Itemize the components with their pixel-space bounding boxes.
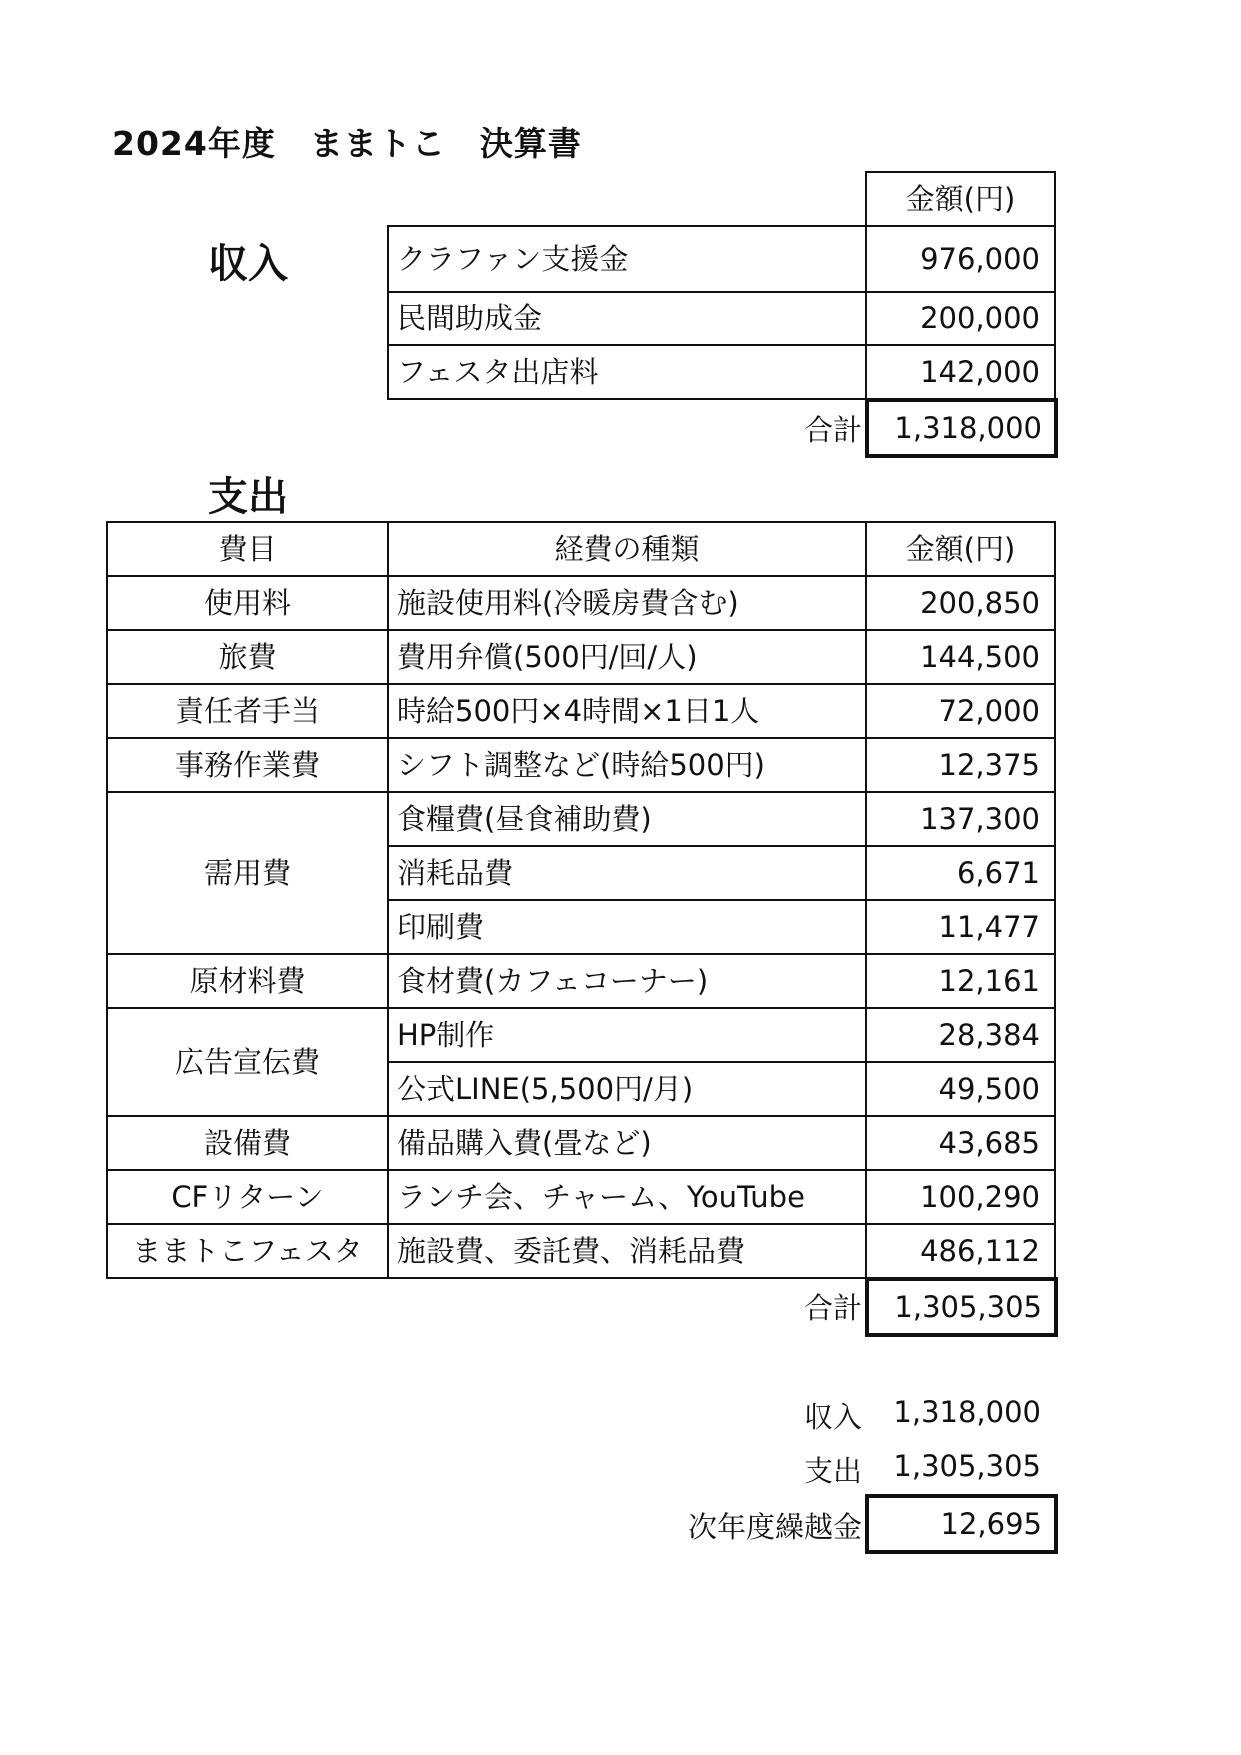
expense-type: シフト調整など(時給500円) xyxy=(387,737,867,793)
expense-type: 消耗品費 xyxy=(387,845,867,901)
expense-amount: 12,161 xyxy=(865,953,1056,1009)
summary-expense: 1,305,305 xyxy=(893,1449,1041,1483)
expense-type: 施設使用料(冷暖房費含む) xyxy=(387,575,867,631)
expense-header-amount: 金額(円) xyxy=(865,521,1056,577)
expense-category: 需用費 xyxy=(106,791,389,955)
summary-expense-label: 支出 xyxy=(803,1454,862,1488)
expense-type: 施設費、委託費、消耗品費 xyxy=(387,1223,867,1279)
expense-type: 備品購入費(畳など) xyxy=(387,1115,867,1171)
expense-type: 食糧費(昼食補助費) xyxy=(387,791,867,847)
expense-type: 食材費(カフェコーナー) xyxy=(387,953,867,1009)
income-amount-header: 金額(円) xyxy=(865,171,1056,227)
expense-category: ままトこフェスタ xyxy=(106,1223,389,1279)
expense-amount: 486,112 xyxy=(865,1223,1056,1279)
expense-amount: 28,384 xyxy=(865,1007,1056,1063)
expense-total: 1,305,305 xyxy=(865,1277,1058,1337)
expense-amount: 200,850 xyxy=(865,575,1056,631)
income-item: 民間助成金 xyxy=(387,291,867,346)
carryover-amount: 12,695 xyxy=(865,1494,1058,1554)
income-heading: 収入 xyxy=(208,241,288,287)
income-item: クラファン支援金 xyxy=(387,225,867,293)
expense-category: CFリターン xyxy=(106,1169,389,1225)
expense-amount: 12,375 xyxy=(865,737,1056,793)
document-title: 2024年度 ままトこ 決算書 xyxy=(112,124,582,163)
expense-category: 広告宣伝費 xyxy=(106,1007,389,1117)
expense-amount: 137,300 xyxy=(865,791,1056,847)
expense-amount: 100,290 xyxy=(865,1169,1056,1225)
expense-header-category: 費目 xyxy=(106,521,389,577)
expense-category: 事務作業費 xyxy=(106,737,389,793)
expense-amount: 49,500 xyxy=(865,1061,1056,1117)
expense-total-label: 合計 xyxy=(803,1291,862,1325)
expense-type: 印刷費 xyxy=(387,899,867,955)
expense-type: 公式LINE(5,500円/月) xyxy=(387,1061,867,1117)
summary-income: 1,318,000 xyxy=(893,1395,1041,1429)
expense-category: 旅費 xyxy=(106,629,389,685)
expense-type: HP制作 xyxy=(387,1007,867,1063)
expense-heading: 支出 xyxy=(208,474,288,520)
expense-category: 設備費 xyxy=(106,1115,389,1171)
expense-type: 費用弁償(500円/回/人) xyxy=(387,629,867,685)
income-amount: 200,000 xyxy=(865,291,1056,346)
expense-category: 責任者手当 xyxy=(106,683,389,739)
income-amount: 142,000 xyxy=(865,344,1056,400)
income-total: 1,318,000 xyxy=(865,398,1058,458)
income-total-label: 合計 xyxy=(803,413,862,447)
summary-income-label: 収入 xyxy=(803,1400,862,1434)
expense-amount: 6,671 xyxy=(865,845,1056,901)
expense-amount: 43,685 xyxy=(865,1115,1056,1171)
carryover-label: 次年度繰越金 xyxy=(687,1510,862,1544)
expense-type: ランチ会、チャーム、YouTube xyxy=(387,1169,867,1225)
income-item: フェスタ出店料 xyxy=(387,344,867,400)
expense-amount: 72,000 xyxy=(865,683,1056,739)
expense-amount: 11,477 xyxy=(865,899,1056,955)
expense-category: 原材料費 xyxy=(106,953,389,1009)
expense-header-type: 経費の種類 xyxy=(387,521,867,577)
expense-category: 使用料 xyxy=(106,575,389,631)
expense-amount: 144,500 xyxy=(865,629,1056,685)
expense-type: 時給500円×4時間×1日1人 xyxy=(387,683,867,739)
income-amount: 976,000 xyxy=(865,225,1056,293)
